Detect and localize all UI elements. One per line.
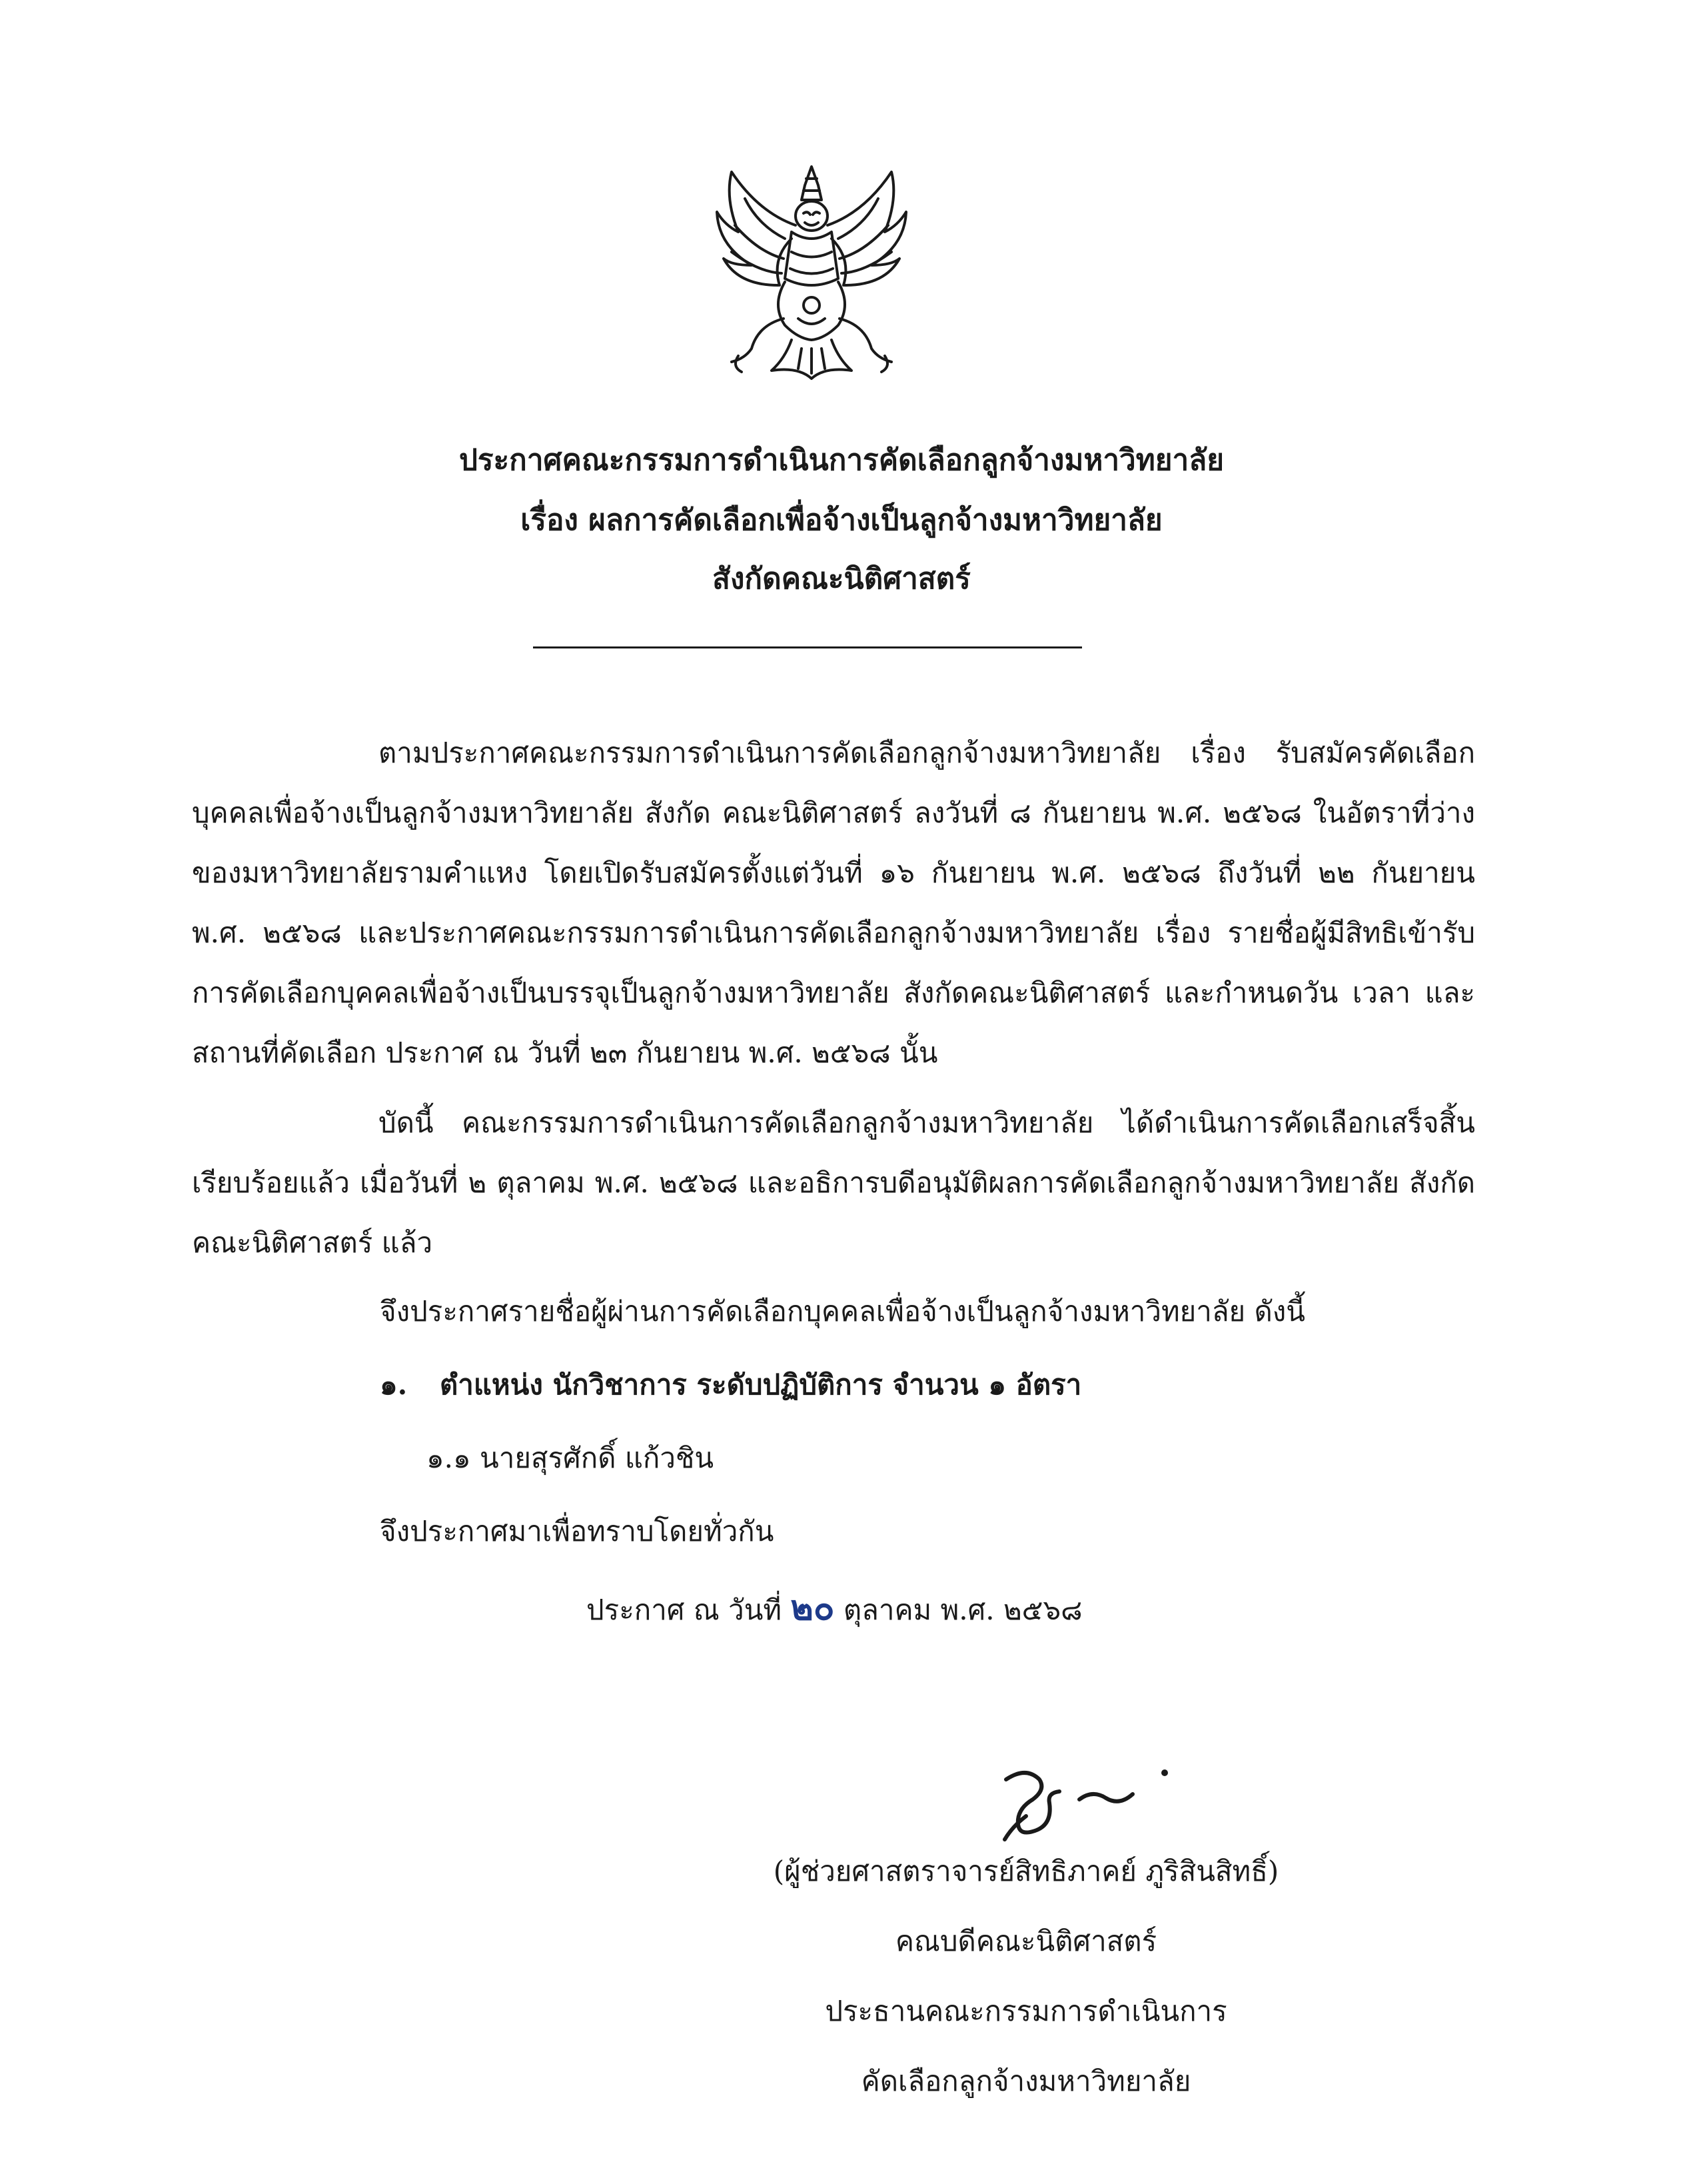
candidate-name: ๑.๑ นายสุรศักดิ์ แก้วชิน [426,1442,714,1474]
position-number: ๑. [380,1368,408,1401]
announcement-date [586,1580,1083,1635]
date-prefix: ประกาศ ณ วันที่ [586,1594,782,1626]
date-day: ๒๐ [790,1588,835,1628]
signatory-title-committee: คัดเลือกลูกจ้างมหาวิทยาลัย [861,2065,1191,2097]
announcement-subject: เรื่อง ผลการคัดเลือกเพื่อจ้างเป็นลูกจ้างมหาวิทยาลัย [520,503,1163,537]
paragraph-line: คณะนิติศาสตร์ แล้ว [192,1226,433,1259]
announce-intro: จึงประกาศรายชื่อผู้ผ่านการคัดเลือกบุคคลเพื่อจ้างเป็นลูกจ้างมหาวิทยาลัย ดังนี้ [380,1295,1306,1328]
handwritten-signature-icon [966,1753,1186,1846]
paragraph-line: การคัดเลือกบุคคลเพื่อจ้างเป็นบรรจุเป็นลูกจ้างมหาวิทยาลัย สังกัดคณะนิติศาสตร์ และกำหนดวัน เวลา และ [192,976,1475,1009]
date-suffix: ตุลาคม พ.ศ. ๒๕๖๘ [843,1594,1083,1626]
paragraph-line: บุคคลเพื่อจ้างเป็นลูกจ้างมหาวิทยาลัย สังกัด คณะนิติศาสตร์ ลงวันที่ ๘ กันยายน พ.ศ. ๒๕๖๘ ในอัตราที่ว่าง [192,796,1475,829]
paragraph-line: ตามประกาศคณะกรรมการดำเนินการคัดเลือกลูกจ้างมหาวิทยาลัย เรื่อง รับสมัครคัดเลือก [378,736,1475,769]
heading-divider [533,646,1082,648]
paragraph-result [192,1093,1475,1273]
paragraph-line: ของมหาวิทยาลัยรามคำแหง โดยเปิดรับสมัครตั้งแต่วันที่ ๑๖ กันยายน พ.ศ. ๒๕๖๘ ถึงวันที่ ๒๒ กันยายน [192,856,1475,889]
paragraph-line: บัดนี้ คณะกรรมการดำเนินการคัดเลือกลูกจ้างมหาวิทยาลัย ได้ดำเนินการคัดเลือกเสร็จสิ้น [378,1106,1475,1139]
signatory-title-chair: ประธานคณะกรรมการดำเนินการ [825,1995,1227,2027]
paragraph-line: พ.ศ. ๒๕๖๘ และประกาศคณะกรรมการดำเนินการคัดเลือกลูกจ้างมหาวิทยาลัย เรื่อง รายชื่อผู้มีสิทธิเข้ารับ [192,916,1475,949]
garuda-emblem-icon [705,159,918,382]
announcement-title: ประกาศคณะกรรมการดำเนินการคัดเลือกลูกจ้างมหาวิทยาลัย [458,443,1225,477]
closing-statement: จึงประกาศมาเพื่อทราบโดยทั่วกัน [380,1515,774,1548]
paragraph-background [192,723,1475,1083]
paragraph-line: เรียบร้อยแล้ว เมื่อวันที่ ๒ ตุลาคม พ.ศ. ๒๕๖๘ และอธิการบดีอนุมัติผลการคัดเลือกลูกจ้างมหาวิทยาลัย สังกัด [192,1166,1475,1199]
position-text: ตำแหน่ง นักวิชาการ ระดับปฏิบัติการ จำนวน ๑ อัตรา [440,1368,1082,1401]
signatory-name: (ผู้ช่วยศาสตราจารย์สิทธิภาคย์ ภูริสินสิทธิ์) [773,1855,1279,1887]
paragraph-line: สถานที่คัดเลือก ประกาศ ณ วันที่ ๒๓ กันยายน พ.ศ. ๒๕๖๘ นั้น [192,1036,938,1069]
signatory-title-dean: คณบดีคณะนิติศาสตร์ [895,1925,1157,1957]
announcement-faculty: สังกัดคณะนิติศาสตร์ [712,562,971,596]
